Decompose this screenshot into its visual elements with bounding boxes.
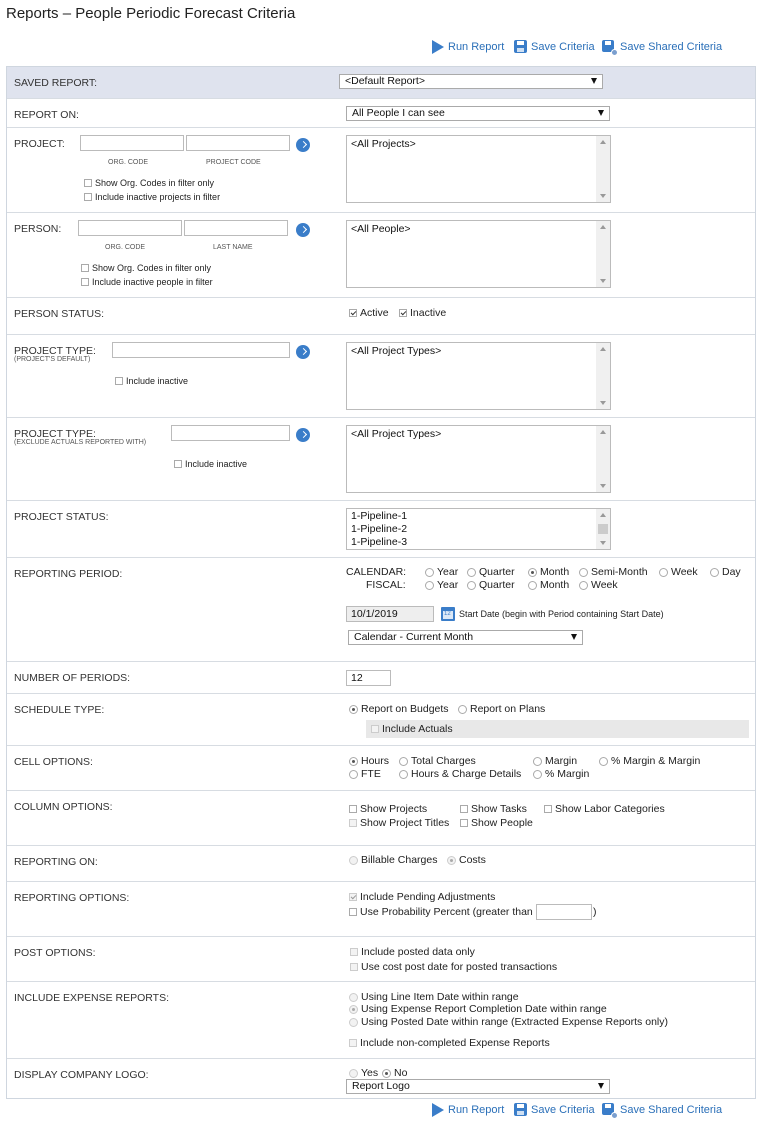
- option-label: Show Projects: [360, 803, 428, 815]
- reporting-on-label: REPORTING ON:: [14, 856, 98, 868]
- fiscal-year-radio[interactable]: [425, 579, 458, 591]
- calendar-year-radio[interactable]: [425, 566, 458, 578]
- scrollbar[interactable]: [596, 426, 610, 492]
- save-criteria-button[interactable]: [514, 40, 595, 53]
- save-shared-criteria-button[interactable]: [602, 40, 722, 54]
- page-title: Reports – People Periodic Forecast Criteria: [6, 5, 296, 22]
- list-item[interactable]: 1-Pipeline-2: [351, 523, 408, 535]
- chevron-down-icon: [571, 634, 577, 640]
- scroll-thumb[interactable]: [598, 524, 608, 534]
- show-labor-categories-checkbox[interactable]: [544, 803, 665, 815]
- option-label: Month: [540, 579, 570, 591]
- play-icon: [432, 40, 444, 54]
- start-date-note: Start Date (begin with Period containing Start Date): [459, 609, 664, 619]
- number-of-periods-input[interactable]: [346, 670, 391, 686]
- option-label: Using Expense Report Completion Date within range: [361, 1003, 607, 1015]
- option-label: Include posted data only: [361, 946, 475, 958]
- option-label: Margin: [545, 755, 578, 767]
- cell-margin-radio[interactable]: [533, 755, 577, 767]
- line-item-date-radio[interactable]: [349, 991, 519, 1003]
- person-include-inactive-label: Include inactive people in filter: [92, 277, 213, 287]
- project-type-sublabel: (PROJECT'S DEFAULT): [14, 356, 91, 363]
- shared-disk-icon: [602, 40, 616, 54]
- option-label: Include non-completed Expense Reports: [360, 1037, 550, 1049]
- option-label: Report on Budgets: [361, 703, 449, 715]
- report-logo-value: Report Logo: [352, 1080, 410, 1092]
- option-label: Show Labor Categories: [555, 803, 665, 815]
- option-label: Billable Charges: [361, 854, 438, 866]
- option-label: Day: [722, 566, 741, 578]
- project-type-exclude-row: [7, 418, 755, 501]
- project-row: [7, 128, 755, 213]
- show-projects-checkbox[interactable]: [349, 803, 427, 815]
- cell-options-row: [7, 746, 755, 791]
- calendar-quarter-radio[interactable]: [467, 566, 515, 578]
- option-label: Costs: [459, 854, 486, 866]
- report-on-row: [7, 99, 755, 128]
- project-type-label: PROJECT TYPE:: [14, 428, 96, 440]
- save-criteria-button[interactable]: [514, 1103, 595, 1116]
- saved-report-select[interactable]: [339, 74, 603, 89]
- logo-no-radio[interactable]: [382, 1067, 407, 1079]
- option-label: Total Charges: [411, 755, 476, 767]
- option-label: Show Tasks: [471, 803, 527, 815]
- list-item[interactable]: 1-Pipeline-1: [351, 510, 408, 522]
- option-label: FTE: [361, 768, 381, 780]
- schedule-type-label: SCHEDULE TYPE:: [14, 704, 105, 716]
- include-inactive-label: Include inactive: [185, 459, 248, 469]
- criteria-panel: [6, 66, 756, 1099]
- completion-date-radio[interactable]: [349, 1003, 607, 1015]
- scroll-up-icon: [600, 347, 606, 351]
- option-label: Use cost post date for posted transactions: [361, 961, 558, 973]
- save-shared-criteria-button[interactable]: [602, 1103, 722, 1117]
- calendar-day-radio[interactable]: [710, 566, 741, 578]
- post-options-row: [7, 937, 755, 982]
- project-listbox[interactable]: [346, 135, 611, 203]
- report-on-budgets-radio[interactable]: [349, 703, 449, 715]
- option-label: Report on Plans: [470, 703, 546, 715]
- save-disk-icon: [514, 1103, 527, 1116]
- option-label: % Margin & Margin: [611, 755, 701, 767]
- report-logo-select[interactable]: [346, 1079, 610, 1094]
- project-type-exclude-search-arrow-icon[interactable]: [296, 428, 310, 442]
- cell-pct-margin-margin-radio[interactable]: [599, 755, 700, 767]
- start-date-input[interactable]: [346, 606, 434, 622]
- fiscal-week-radio[interactable]: [579, 579, 618, 591]
- column-options-row: [7, 791, 755, 846]
- person-show-org-codes-label: Show Org. Codes in filter only: [92, 263, 212, 273]
- project-status-label: PROJECT STATUS:: [14, 511, 109, 523]
- shared-disk-icon: [602, 1103, 616, 1117]
- scrollbar[interactable]: [596, 136, 610, 202]
- cell-pct-margin-radio[interactable]: [533, 768, 589, 780]
- project-code-caption: PROJECT CODE: [206, 159, 261, 166]
- report-on-value: All People I can see: [352, 107, 445, 119]
- list-item[interactable]: <All Project Types>: [351, 428, 442, 440]
- reporting-options-row: [7, 882, 755, 937]
- report-on-label: REPORT ON:: [14, 109, 79, 121]
- project-type-label: PROJECT TYPE:: [14, 345, 96, 357]
- calendar-week-radio[interactable]: [659, 566, 698, 578]
- project-type-sublabel: (EXCLUDE ACTUALS REPORTED WITH): [14, 439, 147, 446]
- project-show-org-codes-label: Show Org. Codes in filter only: [95, 178, 215, 188]
- post-options-label: POST OPTIONS:: [14, 947, 96, 959]
- period-preset-select[interactable]: [348, 630, 583, 645]
- number-of-periods-value: 12: [351, 672, 363, 684]
- project-type-search-arrow-icon[interactable]: [296, 345, 310, 359]
- project-type-default-inactive-checkbox[interactable]: [115, 376, 188, 386]
- option-label: Show People: [471, 817, 533, 829]
- run-report-label: Run Report: [448, 1104, 505, 1116]
- project-type-exclude-inactive-checkbox[interactable]: [174, 459, 247, 469]
- reporting-period-row: [7, 558, 755, 662]
- cell-total-charges-radio[interactable]: [399, 755, 476, 767]
- chevron-down-icon: [598, 1083, 604, 1089]
- probability-percent-input[interactable]: [536, 904, 592, 920]
- schedule-type-row: [7, 694, 755, 746]
- costs-radio[interactable]: [447, 854, 486, 866]
- person-status-inactive-checkbox[interactable]: [399, 307, 446, 319]
- play-icon: [432, 1103, 444, 1117]
- option-label: Use Probability Percent (greater than: [360, 906, 533, 918]
- option-label: Week: [671, 566, 698, 578]
- include-non-completed-checkbox[interactable]: [349, 1037, 550, 1049]
- column-options-label: COLUMN OPTIONS:: [14, 801, 113, 813]
- option-label: Using Posted Date within range (Extracted Expense Reports only): [361, 1016, 668, 1028]
- save-disk-icon: [514, 40, 527, 53]
- option-label: Quarter: [479, 566, 515, 578]
- cell-options-label: CELL OPTIONS:: [14, 756, 93, 768]
- save-shared-criteria-label: Save Shared Criteria: [620, 41, 723, 53]
- reporting-period-label: REPORTING PERIOD:: [14, 568, 123, 580]
- list-item[interactable]: <All Projects>: [351, 138, 416, 150]
- chevron-down-icon: [598, 110, 604, 116]
- fiscal-label: FISCAL:: [366, 579, 406, 591]
- project-type-default-input[interactable]: [112, 342, 290, 358]
- fiscal-quarter-radio[interactable]: [467, 579, 515, 591]
- use-probability-percent-checkbox[interactable]: [349, 906, 533, 918]
- scroll-up-icon: [600, 140, 606, 144]
- include-expense-reports-row: [7, 982, 755, 1059]
- project-type-default-listbox[interactable]: [346, 342, 611, 410]
- last-name-caption: LAST NAME: [213, 244, 253, 251]
- reporting-on-row: [7, 846, 755, 882]
- include-actuals-checkbox[interactable]: [371, 723, 453, 735]
- show-people-checkbox[interactable]: [460, 817, 533, 829]
- person-label: PERSON:: [14, 223, 62, 235]
- run-report-label: Run Report: [448, 41, 505, 53]
- option-label: Show Project Titles: [360, 817, 450, 829]
- option-label: Year: [437, 566, 459, 578]
- saved-report-row: [7, 67, 755, 99]
- include-posted-data-only-checkbox[interactable]: [350, 946, 475, 958]
- scroll-up-icon: [600, 225, 606, 229]
- project-status-listbox[interactable]: [346, 508, 611, 550]
- list-item[interactable]: 1-Pipeline-3: [351, 536, 408, 548]
- billable-charges-radio[interactable]: [349, 854, 437, 866]
- cell-hours-charge-details-radio[interactable]: [399, 768, 521, 780]
- person-search-arrow-icon[interactable]: [296, 223, 310, 237]
- show-tasks-checkbox[interactable]: [460, 803, 527, 815]
- option-label: Year: [437, 579, 459, 591]
- scroll-down-icon: [600, 401, 606, 405]
- person-status-active-checkbox[interactable]: [349, 307, 389, 319]
- person-include-inactive-checkbox[interactable]: [81, 277, 213, 287]
- option-label: Month: [540, 566, 570, 578]
- project-type-exclude-input[interactable]: [171, 425, 290, 441]
- option-label: Using Line Item Date within range: [361, 991, 519, 1003]
- chevron-down-icon: [591, 78, 597, 84]
- option-label: Include Pending Adjustments: [360, 891, 496, 903]
- calendar-label: CALENDAR:: [346, 566, 407, 578]
- cell-fte-radio[interactable]: [349, 768, 381, 780]
- option-label: Quarter: [479, 579, 515, 591]
- scroll-down-icon: [600, 541, 606, 545]
- project-show-org-codes-checkbox[interactable]: [84, 178, 214, 188]
- run-report-button[interactable]: [432, 40, 504, 54]
- calendar-icon[interactable]: [441, 607, 455, 621]
- save-criteria-label: Save Criteria: [531, 40, 595, 53]
- include-expense-reports-label: INCLUDE EXPENSE REPORTS:: [14, 992, 170, 1004]
- project-status-row: [7, 501, 755, 558]
- scrollbar[interactable]: [596, 221, 610, 287]
- option-label: No: [394, 1067, 408, 1079]
- person-org-code-input[interactable]: [78, 220, 182, 236]
- show-project-titles-checkbox[interactable]: [349, 817, 449, 829]
- scroll-down-icon: [600, 484, 606, 488]
- option-label: Semi-Month: [591, 566, 648, 578]
- display-company-logo-row: [7, 1059, 755, 1100]
- option-label: Yes: [361, 1067, 379, 1079]
- include-inactive-label: Include inactive: [126, 376, 189, 386]
- org-code-caption: ORG. CODE: [105, 244, 146, 251]
- project-code-input[interactable]: [186, 135, 290, 151]
- active-label: Active: [360, 307, 389, 319]
- person-row: [7, 213, 755, 298]
- scroll-up-icon: [600, 430, 606, 434]
- number-of-periods-label: NUMBER OF PERIODS:: [14, 672, 131, 684]
- report-on-plans-radio[interactable]: [458, 703, 545, 715]
- org-code-caption: ORG. CODE: [108, 159, 149, 166]
- calendar-semi-month-radio[interactable]: [579, 566, 648, 578]
- project-type-exclude-listbox[interactable]: [346, 425, 611, 493]
- fiscal-month-radio[interactable]: [528, 579, 569, 591]
- report-on-select[interactable]: [346, 106, 610, 121]
- saved-report-value: <Default Report>: [345, 75, 425, 87]
- logo-yes-radio[interactable]: [349, 1067, 378, 1079]
- project-org-code-input[interactable]: [80, 135, 184, 151]
- list-item[interactable]: <All Project Types>: [351, 345, 442, 357]
- reporting-options-label: REPORTING OPTIONS:: [14, 892, 130, 904]
- project-type-default-row: [7, 335, 755, 418]
- posted-date-radio[interactable]: [349, 1016, 668, 1028]
- number-of-periods-row: [7, 662, 755, 694]
- start-date-value: 10/1/2019: [351, 608, 398, 620]
- project-include-inactive-checkbox[interactable]: [84, 192, 220, 202]
- close-paren: ): [593, 906, 597, 918]
- save-criteria-label: Save Criteria: [531, 1103, 595, 1116]
- person-listbox[interactable]: [346, 220, 611, 288]
- scroll-up-icon: [600, 513, 606, 517]
- option-label: Hours: [361, 755, 390, 767]
- project-label: PROJECT:: [14, 138, 65, 150]
- include-actuals-label: Include Actuals: [382, 723, 453, 735]
- person-show-org-codes-checkbox[interactable]: [81, 263, 211, 273]
- project-include-inactive-label: Include inactive projects in filter: [95, 192, 221, 202]
- option-label: Week: [591, 579, 618, 591]
- period-preset-value: Calendar - Current Month: [354, 631, 474, 643]
- scrollbar[interactable]: [596, 509, 610, 549]
- display-company-logo-label: DISPLAY COMPANY LOGO:: [14, 1069, 149, 1081]
- inactive-label: Inactive: [410, 307, 447, 319]
- cell-hours-radio[interactable]: [349, 755, 389, 767]
- scroll-down-icon: [600, 279, 606, 283]
- scrollbar[interactable]: [596, 343, 610, 409]
- use-cost-post-date-checkbox[interactable]: [350, 961, 557, 973]
- person-last-name-input[interactable]: [184, 220, 288, 236]
- option-label: Hours & Charge Details: [411, 768, 522, 780]
- person-status-label: PERSON STATUS:: [14, 308, 105, 320]
- project-search-arrow-icon[interactable]: [296, 138, 310, 152]
- saved-report-label: SAVED REPORT:: [14, 77, 98, 89]
- person-status-row: [7, 298, 755, 335]
- option-label: % Margin: [545, 768, 590, 780]
- list-item[interactable]: <All People>: [351, 223, 411, 235]
- run-report-button[interactable]: [432, 1103, 504, 1117]
- include-pending-adjustments-checkbox[interactable]: [349, 891, 495, 903]
- save-shared-criteria-label: Save Shared Criteria: [620, 1104, 723, 1116]
- calendar-month-radio[interactable]: [528, 566, 569, 578]
- scroll-down-icon: [600, 194, 606, 198]
